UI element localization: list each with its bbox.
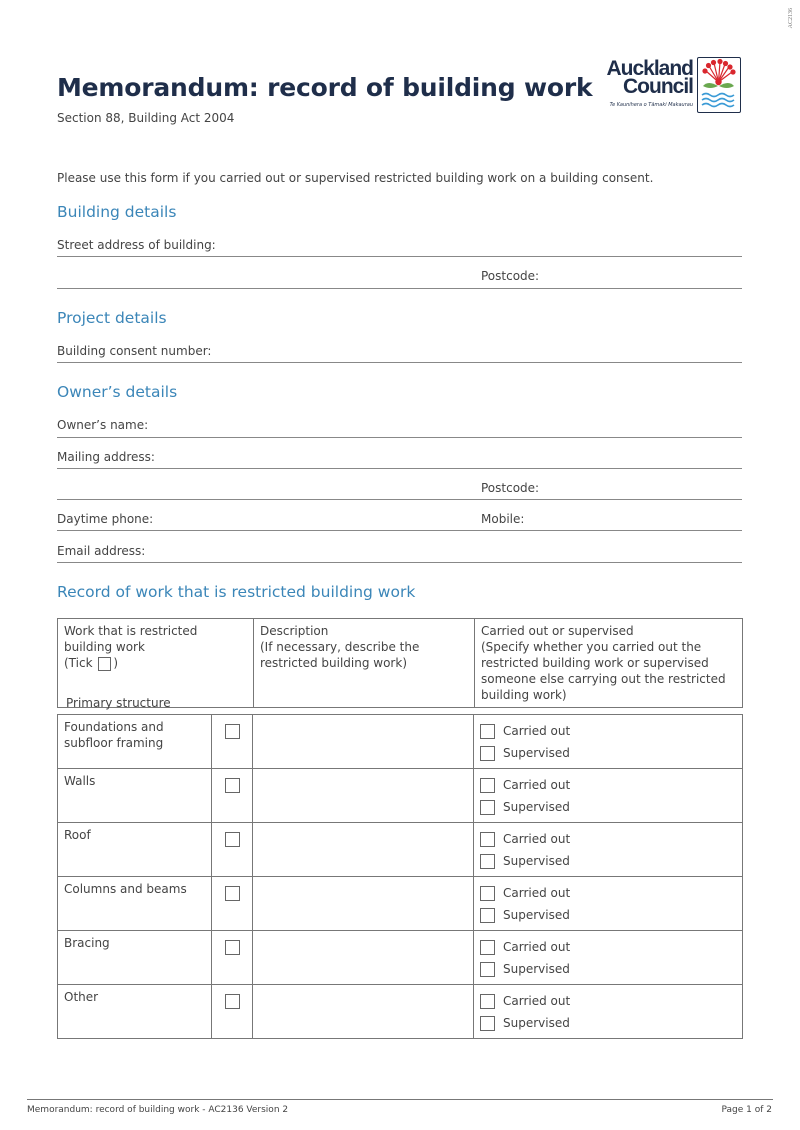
carried-out-label: Carried out xyxy=(503,832,571,846)
owner-postcode-label: Postcode: xyxy=(481,481,540,495)
carried-supervised-cell xyxy=(474,985,743,1039)
option-supervised[interactable] xyxy=(480,1012,736,1034)
option-supervised[interactable] xyxy=(480,796,736,818)
header-col1-line1: Work that is restricted xyxy=(64,624,198,638)
tick-checkbox[interactable] xyxy=(225,886,240,901)
page-subtitle: Section 88, Building Act 2004 xyxy=(57,111,235,125)
tick-cell xyxy=(212,931,253,985)
option-carried-out[interactable] xyxy=(480,936,736,958)
logo-wordmark xyxy=(597,57,693,98)
supervised-label: Supervised xyxy=(503,854,570,868)
carried-out-checkbox[interactable] xyxy=(480,940,495,955)
record-table xyxy=(57,714,743,1039)
header-tick-hint xyxy=(64,655,247,671)
section-heading-building: Building details xyxy=(57,203,177,221)
carried-out-label: Carried out xyxy=(503,724,571,738)
tick-cell xyxy=(212,715,253,769)
tick-cell xyxy=(212,769,253,823)
header-col1-line2: building work xyxy=(64,640,145,654)
description-field[interactable] xyxy=(253,931,474,985)
carried-supervised-cell xyxy=(474,715,743,769)
supervised-checkbox[interactable] xyxy=(480,854,495,869)
supervised-checkbox[interactable] xyxy=(480,908,495,923)
header-col2-line2: (If necessary, describe the restricted building work) xyxy=(260,640,420,670)
header-col3-line2: (Specify whether you carried out the restricted building work or supervised someone else carrying out the restricted building work) xyxy=(481,640,726,702)
street-address-label: Street address of building: xyxy=(57,238,216,252)
carried-supervised-cell xyxy=(474,877,743,931)
header-description xyxy=(254,619,475,708)
description-field[interactable] xyxy=(253,823,474,877)
section-heading-project: Project details xyxy=(57,309,167,327)
tick-cell xyxy=(212,877,253,931)
row-label: Bracing xyxy=(64,936,110,950)
phone-field[interactable] xyxy=(57,512,742,531)
supervised-checkbox[interactable] xyxy=(480,1016,495,1031)
street-address-field[interactable] xyxy=(57,238,742,257)
carried-out-label: Carried out xyxy=(503,778,571,792)
option-supervised[interactable] xyxy=(480,904,736,926)
tick-checkbox[interactable] xyxy=(225,778,240,793)
intro-text: Please use this form if you carried out or supervised restricted building work on a building consent. xyxy=(57,171,654,185)
table-row xyxy=(58,715,743,769)
auckland-council-logo xyxy=(597,57,743,115)
table-row xyxy=(58,931,743,985)
email-field[interactable] xyxy=(57,544,742,563)
row-label: Foundations and subfloor framing xyxy=(64,720,164,750)
supervised-label: Supervised xyxy=(503,800,570,814)
table-row xyxy=(58,769,743,823)
page-number: Page 1 of 2 xyxy=(721,1105,772,1115)
option-carried-out[interactable] xyxy=(480,720,736,742)
work-type-label xyxy=(58,715,212,769)
owner-postcode-field[interactable] xyxy=(57,481,742,500)
carried-out-label: Carried out xyxy=(503,994,571,1008)
supervised-label: Supervised xyxy=(503,962,570,976)
carried-out-checkbox[interactable] xyxy=(480,832,495,847)
building-postcode-field[interactable] xyxy=(57,269,742,289)
header-col3-line1: Carried out or supervised xyxy=(481,624,634,638)
row-label: Roof xyxy=(64,828,91,842)
work-type-label xyxy=(58,877,212,931)
table-row xyxy=(58,985,743,1039)
footer-divider xyxy=(27,1099,773,1100)
carried-supervised-cell xyxy=(474,931,743,985)
tick-checkbox[interactable] xyxy=(225,994,240,1009)
supervised-checkbox[interactable] xyxy=(480,800,495,815)
option-carried-out[interactable] xyxy=(480,882,736,904)
tick-checkbox[interactable] xyxy=(225,724,240,739)
owner-name-field[interactable] xyxy=(57,418,742,438)
carried-supervised-cell xyxy=(474,769,743,823)
logo-tagline: Te Kaunihera o Tāmaki Makaurau xyxy=(609,102,693,108)
work-type-label xyxy=(58,931,212,985)
work-type-label xyxy=(58,769,212,823)
row-label: Other xyxy=(64,990,99,1004)
carried-out-label: Carried out xyxy=(503,940,571,954)
checkbox-sample-icon xyxy=(98,657,111,671)
supervised-label: Supervised xyxy=(503,746,570,760)
supervised-checkbox[interactable] xyxy=(480,746,495,761)
mailing-address-label: Mailing address: xyxy=(57,450,155,464)
option-supervised[interactable] xyxy=(480,742,736,764)
footer-doc-title: Memorandum: record of building work - AC2136 Version 2 xyxy=(27,1105,289,1115)
carried-out-label: Carried out xyxy=(503,886,571,900)
row-label: Walls xyxy=(64,774,96,788)
supervised-label: Supervised xyxy=(503,1016,570,1030)
logo-line2: Council xyxy=(623,75,693,98)
supervised-checkbox[interactable] xyxy=(480,962,495,977)
carried-out-checkbox[interactable] xyxy=(480,724,495,739)
building-postcode-label: Postcode: xyxy=(481,269,540,283)
option-carried-out[interactable] xyxy=(480,828,736,850)
tick-cell xyxy=(212,823,253,877)
option-supervised[interactable] xyxy=(480,958,736,980)
supervised-label: Supervised xyxy=(503,908,570,922)
header-col2-line1: Description xyxy=(260,624,329,638)
tick-open: (Tick xyxy=(64,656,93,670)
work-type-label xyxy=(58,823,212,877)
document-code: AC2136 xyxy=(788,8,794,29)
header-carried-supervised xyxy=(475,619,743,708)
tick-checkbox[interactable] xyxy=(225,940,240,955)
carried-out-checkbox[interactable] xyxy=(480,886,495,901)
consent-number-label: Building consent number: xyxy=(57,344,212,358)
consent-number-field[interactable] xyxy=(57,344,742,363)
page-title: Memorandum: record of building work xyxy=(57,73,593,102)
tick-cell xyxy=(212,985,253,1039)
table-row xyxy=(58,823,743,877)
carried-supervised-cell xyxy=(474,823,743,877)
description-field[interactable] xyxy=(253,715,474,769)
header-restricted-work xyxy=(58,619,254,708)
group-label-primary-structure: Primary structure xyxy=(66,696,171,710)
owner-name-label: Owner’s name: xyxy=(57,418,149,432)
row-label: Columns and beams xyxy=(64,882,187,896)
tick-checkbox[interactable] xyxy=(225,832,240,847)
mobile-label: Mobile: xyxy=(481,512,525,526)
work-type-label xyxy=(58,985,212,1039)
email-label: Email address: xyxy=(57,544,146,558)
carried-out-checkbox[interactable] xyxy=(480,778,495,793)
table-row xyxy=(58,877,743,931)
option-carried-out[interactable] xyxy=(480,990,736,1012)
daytime-phone-label: Daytime phone: xyxy=(57,512,154,526)
section-heading-record: Record of work that is restricted building work xyxy=(57,583,416,601)
section-heading-owner: Owner’s details xyxy=(57,383,178,401)
description-field[interactable] xyxy=(253,877,474,931)
tick-close: ) xyxy=(113,656,119,670)
logo-line1: Auckland xyxy=(606,57,693,80)
pohutukawa-flower-icon xyxy=(697,57,741,113)
mailing-address-field[interactable] xyxy=(57,450,742,469)
description-field[interactable] xyxy=(253,769,474,823)
option-supervised[interactable] xyxy=(480,850,736,872)
option-carried-out[interactable] xyxy=(480,774,736,796)
carried-out-checkbox[interactable] xyxy=(480,994,495,1009)
description-field[interactable] xyxy=(253,985,474,1039)
record-table-header xyxy=(57,618,743,708)
